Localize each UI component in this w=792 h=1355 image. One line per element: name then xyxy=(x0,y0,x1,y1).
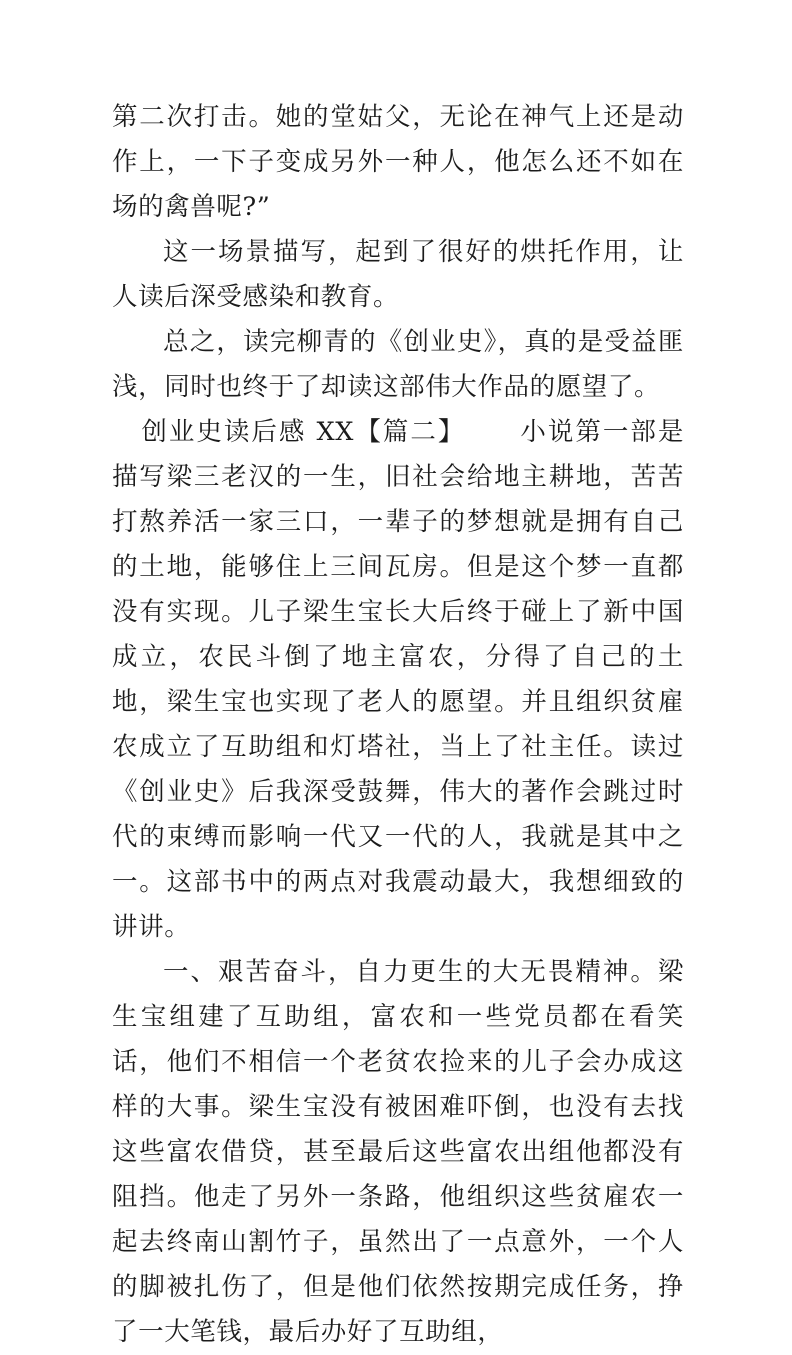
section-heading-label: 创业史读后感 XX【篇二】 xyxy=(141,417,466,447)
paragraph-continuation: 第二次打击。她的堂姑父，无论在神气上还是动作上，一下子变成另外一种人，他怎么还不如在场的禽兽呢?” xyxy=(112,102,684,222)
paragraph-point-one: 一、艰苦奋斗，自力更生的大无畏精神。梁生宝组建了互助组，富农和一些党员都在看笑话，他们不相信一个老贫农捡来的儿子会办成这样的大事。梁生宝没有被困难吓倒，也没有去找这些富农借贷，甚至最后这些富农出组他都没有阻挡。他走了另外一条路，他组织这些贫雇农一起去终南山割竹子，虽然出了一点意外，一个人的脚被扎伤了，但是他们依然按期完成任务，挣了一大笔钱，最后办好了互助组， xyxy=(112,957,684,1347)
text-column xyxy=(112,95,684,1355)
section-run-in-text: 小说第一部是描写梁三老汉的一生，旧社会给地主耕地，苦苦打熬养活一家三口，一辈子的梦想就是拥有自己的土地，能够住上三间瓦房。但是这个梦一直都没有实现。儿子梁生宝长大后终于碰上了新中国成立，农民斗倒了地主富农，分得了自己的土地，梁生宝也实现了老人的愿望。并且组织贫雇农成立了互助组和灯塔社，当上了社主任。读过《创业史》后我深受鼓舞，伟大的著作会跳过时代的束缚而影响一代又一代的人，我就是其中之一。这部书中的两点对我震动最大，我想细致的讲讲。 xyxy=(112,417,684,942)
paragraph-scene-comment: 这一场景描写，起到了很好的烘托作用，让人读后深受感染和教育。 xyxy=(112,237,684,312)
section-heading-with-run-in-text xyxy=(112,410,684,950)
paragraph-conclusion: 总之，读完柳青的《创业史》，真的是受益匪浅，同时也终于了却读这部伟大作品的愿望了。 xyxy=(112,327,684,402)
